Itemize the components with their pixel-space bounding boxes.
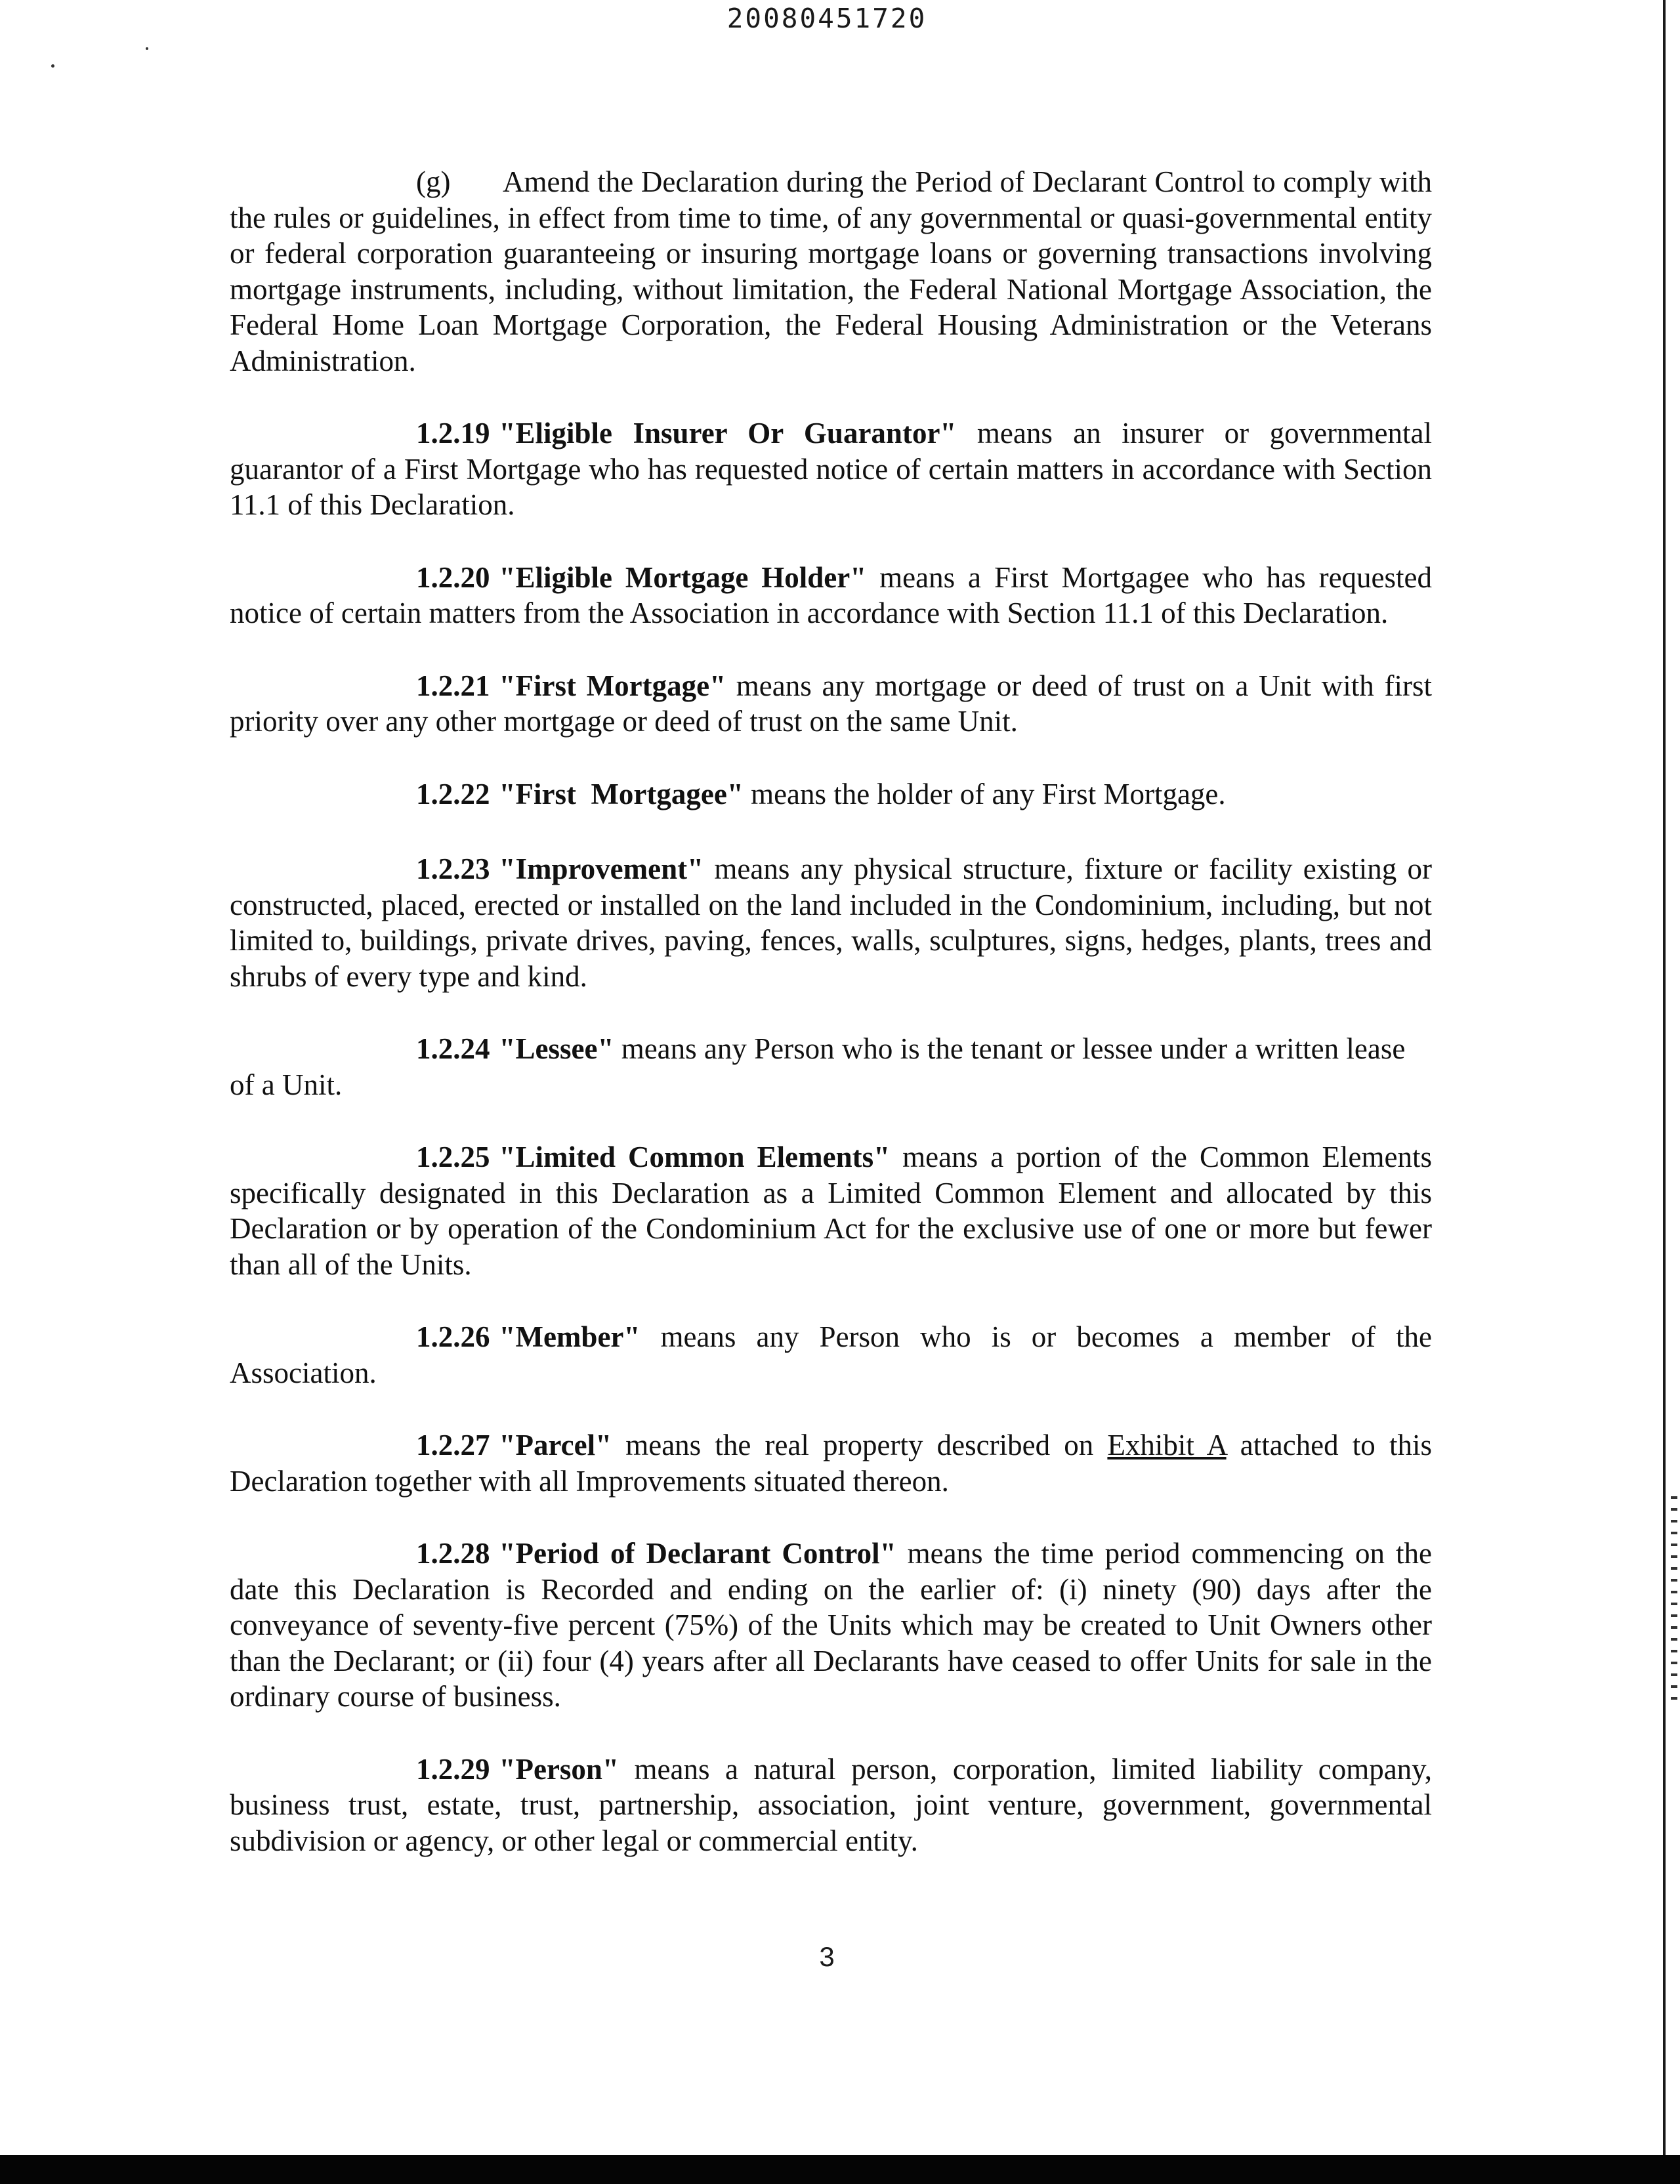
definition-1-2-27 [230,1427,1432,1499]
definition-term: "Improvement" [499,852,704,885]
scan-right-border [1663,0,1680,2159]
definition-tail-line: Association. [230,1356,377,1389]
definition-1-2-21 [230,668,1432,740]
definition-number: 1.2.21 [416,669,490,702]
definition-term: "Lessee" [499,1032,614,1065]
definition-term: "First Mortgagee" [499,777,744,810]
definition-term: "First Mortgage" [499,669,726,702]
definition-text: means a portion of the Common Elements specifically designated in this Declaration as a Limited Common Element and allocated by this Declaration or by operation of the Condominium Act for the exclusive use of one or more but fewer than all of the Units. [230,1141,1432,1281]
definition-1-2-26 [230,1319,1432,1391]
definition-1-2-23 [230,851,1432,994]
definition-1-2-19 [230,415,1432,523]
paragraph-text: Amend the Declaration during the Period of Declarant Control to comply with the rules or guidelines, in effect from time to time, of any governmental or quasi-governmental entity or federal corporation guaranteeing or insuring mortgage loans or governing transactions involving mortgage instruments, including, without limitation, the Federal National Mortgage Association, the Federal Home Loan Mortgage Corporation, the Federal Housing Administration or the Veterans Administration. [230,165,1432,377]
definition-text: means a natural person, corporation, limited liability company, business trust, estate, trust, partnership, association, joint venture, government, governmental subdivision or agency, or other legal or commercial entity. [230,1752,1432,1857]
definition-term: "Member" [499,1320,640,1353]
definition-number: 1.2.20 [416,560,490,594]
definition-lead-line [230,1031,1432,1067]
definition-1-2-25 [230,1139,1432,1282]
scan-speck [51,64,54,68]
definition-number: 1.2.23 [416,852,490,885]
paragraph-marker: (g) [416,165,451,198]
definition-1-2-24 [230,1031,1432,1102]
exhibit-a-reference: Exhibit A [1107,1429,1227,1461]
definition-number: 1.2.22 [416,777,490,810]
definition-text: means the time period commencing on the date this Declaration is Recorded and ending on the earlier of: (i) ninety (90) days after the conveyance of seventy-five percent (75%) of the Units which may be created to Unit Owners other than the Declarant; or (ii) four (4) years after all Declarants have ceased to offer Units for sale in the ordinary course of business. [230,1537,1432,1713]
definition-text: means the holder of any First Mortgage. [743,777,1226,810]
paragraph-g [230,164,1432,379]
definition-1-2-20 [230,560,1432,631]
document-body [230,164,1432,1895]
definition-lead-line [230,1319,1432,1355]
definition-number: 1.2.28 [416,1537,490,1570]
definition-text: attached to this Declaration together with all Improvements situated thereon. [230,1429,1432,1498]
definition-tail-line: of a Unit. [230,1068,343,1101]
definition-number: 1.2.29 [416,1752,490,1786]
page-number: 3 [819,1941,835,1972]
definition-term: "Person" [499,1752,619,1786]
definition-term: "Eligible Insurer Or Guarantor" [499,417,957,450]
definition-1-2-22 [230,776,1432,812]
scan-edge-marks [1671,1496,1677,1706]
definition-text: means any Person who is or becomes a member of the [640,1320,1432,1353]
definition-term: "Eligible Mortgage Holder" [499,560,867,594]
definition-number: 1.2.24 [416,1032,490,1065]
document-number: 20080451720 [726,3,927,34]
definition-text: means any physical structure, fixture or facility existing or constructed, placed, erected or installed on the land included in the Condominium, including, but not limited to, buildings, private drives, paving, fences, walls, sculptures, signs, hedges, plants, trees and shrubs of every type and kind. [230,852,1432,993]
definition-text: means any mortgage or deed of trust on a Unit with first priority over any other mortgage or deed of trust on the same Unit. [230,669,1432,738]
definition-text: means any Person who is the tenant or lessee under a written lease [614,1032,1406,1065]
definition-number: 1.2.19 [416,417,490,450]
definition-1-2-29 [230,1752,1432,1859]
definition-number: 1.2.26 [416,1320,490,1353]
definition-text: means a First Mortgagee who has requested notice of certain matters from the Association in accordance with Section 11.1 of this Declaration. [230,560,1432,629]
definition-text: means the real property described on [612,1429,1108,1461]
definition-term: "Parcel" [499,1429,612,1461]
definition-text: means an insurer or governmental guarantor of a First Mortgage who has requested notice of certain matters in accordance with Section 11.1 of this Declaration. [230,417,1433,521]
definition-1-2-28 [230,1536,1432,1715]
definition-number: 1.2.25 [416,1141,490,1173]
definition-term: "Limited Common Elements" [499,1141,891,1173]
scan-bottom-border [0,2155,1680,2184]
definition-number: 1.2.27 [416,1429,490,1461]
definition-term: "Period of Declarant Control" [499,1537,896,1570]
scan-speck [146,47,148,50]
